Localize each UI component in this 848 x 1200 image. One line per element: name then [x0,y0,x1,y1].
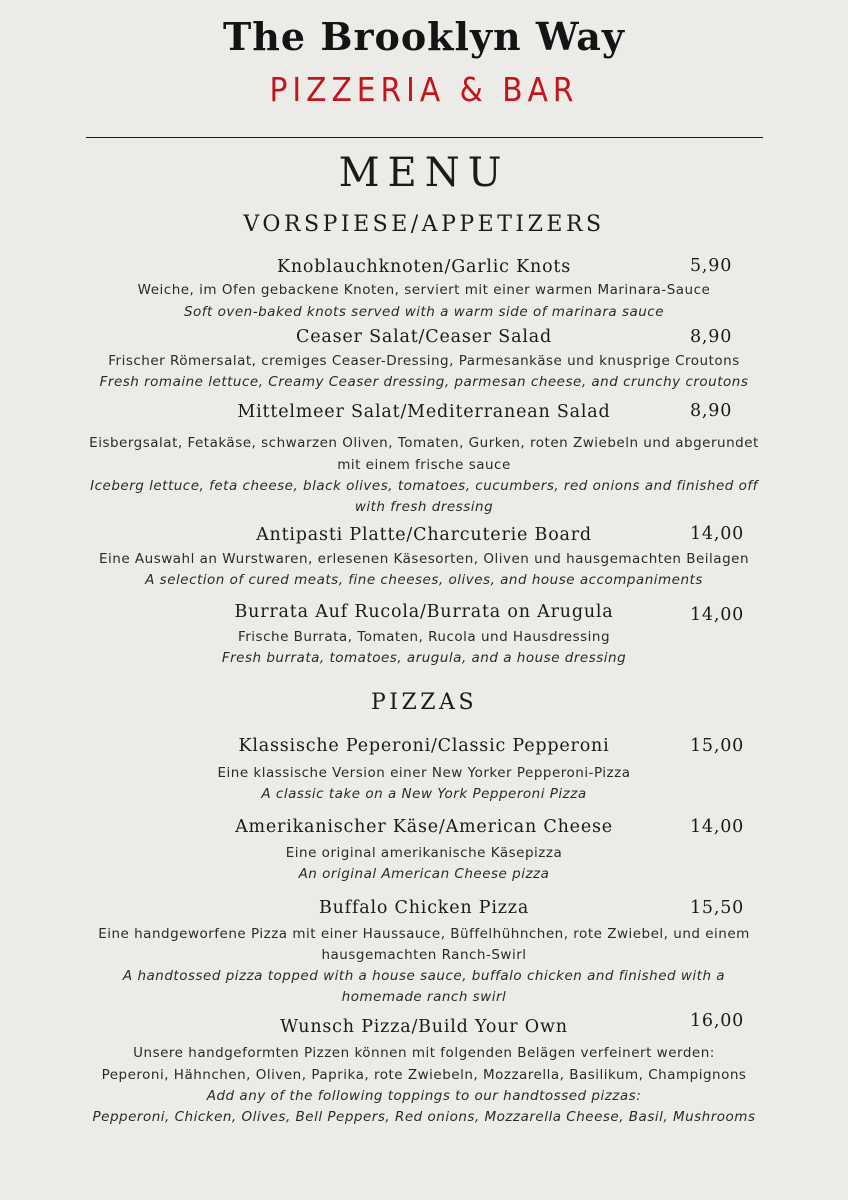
item-description-en: A handtossed pizza topped with a house sauce, buffalo chicken and finished with a [122,968,726,984]
item-description-de: Eine klassische Version einer New Yorker Pepperoni-Pizza [217,765,631,781]
item-description-de: mit einem frische sauce [337,457,511,473]
item-name: Wunsch Pizza/Build Your Own [280,1017,568,1037]
item-description-en: Pepperoni, Chicken, Olives, Bell Peppers, Red onions, Mozzarella Cheese, Basil, Mushrooms [92,1109,756,1125]
divider [86,137,763,138]
item-description-de: Peperoni, Hähnchen, Oliven, Paprika, rote Zwiebeln, Mozzarella, Basilikum, Champignons [101,1067,747,1083]
brand-title: The Brooklyn Way [223,14,625,59]
item-price: 5,90 [690,256,733,276]
item-description-en: Soft oven-baked knots served with a warm side of marinara sauce [183,304,665,320]
item-description-en: A classic take on a New York Pepperoni Pizza [261,786,587,802]
item-name: Burrata Auf Rucola/Burrata on Arugula [234,602,614,622]
item-price: 14,00 [690,817,745,837]
item-name: Buffalo Chicken Pizza [318,898,530,918]
item-description-en: Fresh burrata, tomatoes, arugula, and a house dressing [221,650,627,666]
item-description-de: Frischer Römersalat, cremiges Ceaser-Dressing, Parmesankäse und knusprige Croutons [108,353,740,369]
item-description-en: homemade ranch swirl [341,989,507,1005]
item-description-de: Eisbergsalat, Fetakäse, schwarzen Oliven, Tomaten, Gurken, roten Zwiebeln und abgerundet [89,435,759,451]
item-description-en: with fresh dressing [354,499,494,515]
item-name: Amerikanischer Käse/American Cheese [235,817,613,837]
item-description-en: Iceberg lettuce, feta cheese, black olives, tomatoes, cucumbers, red onions and finished off [90,478,758,494]
item-price: 16,00 [690,1011,745,1031]
item-description-de: Eine handgeworfene Pizza mit einer Haussauce, Büffelhühnchen, rote Zwiebel, und einem [98,926,750,942]
item-description-de: Eine Auswahl an Wurstwaren, erlesenen Käsesorten, Oliven und hausgemachten Beilagen [98,551,750,567]
item-name: Ceaser Salat/Ceaser Salad [296,327,552,347]
item-name: Knoblauchknoten/Garlic Knots [276,257,572,277]
item-price: 14,00 [690,605,745,625]
item-price: 15,50 [690,898,745,918]
item-name: Antipasti Platte/Charcuterie Board [256,525,592,545]
section-title-pizzas: PIZZAS [370,690,478,715]
section-title-appetizers: VORSPIESE/APPETIZERS [243,212,605,237]
item-description-de: hausgemachten Ranch-Swirl [321,947,527,963]
item-price: 8,90 [690,327,733,347]
item-description-en: An original American Cheese pizza [298,866,550,882]
menu-title: MENU [338,150,510,196]
item-description-en: Add any of the following toppings to our handtossed pizzas: [206,1088,642,1104]
item-description-de: Weiche, im Ofen gebackene Knoten, serviert mit einer warmen Marinara-Sauce [137,282,711,298]
item-description-de: Eine original amerikanische Käsepizza [285,845,563,861]
item-name: Klassische Peperoni/Classic Pepperoni [238,736,610,756]
brand-subtitle: PIZZERIA & BAR [269,70,579,109]
item-description-en: A selection of cured meats, fine cheeses, olives, and house accompaniments [145,572,703,588]
item-name: Mittelmeer Salat/Mediterranean Salad [237,402,611,422]
item-description-de: Unsere handgeformten Pizzen können mit folgenden Belägen verfeinert werden: [133,1045,715,1061]
item-price: 15,00 [690,736,745,756]
item-description-de: Frische Burrata, Tomaten, Rucola und Hausdressing [237,629,611,645]
item-description-en: Fresh romaine lettuce, Creamy Ceaser dressing, parmesan cheese, and crunchy croutons [99,374,749,390]
item-price: 8,90 [690,401,733,421]
item-price: 14,00 [690,524,745,544]
